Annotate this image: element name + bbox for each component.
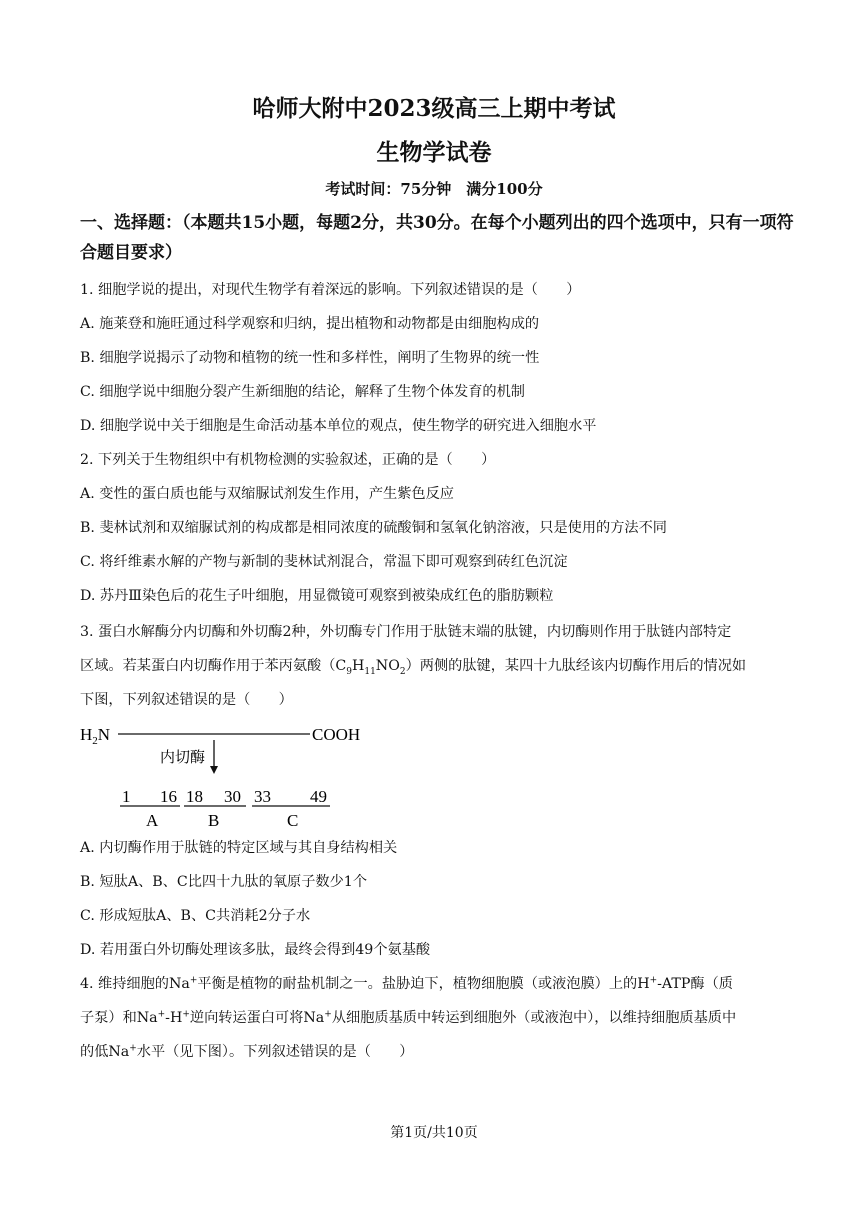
amino-terminus-label: $H_2N$ xyxy=(80,725,111,747)
residue-30: 30 xyxy=(224,787,241,806)
residue-49: 49 xyxy=(310,787,327,806)
q2-option-d: D. 苏丹Ⅲ染色后的花生子叶细胞，用显微镜可观察到被染成红色的脂肪颗粒 xyxy=(80,588,554,604)
q2-option-a: A. 变性的蛋白质也能与双缩脲试剂发生作用，产生紫色反应 xyxy=(80,486,454,502)
exam-title: 哈师大附中2023级高三上期中考试 xyxy=(252,95,616,122)
q3-option-d: D. 若用蛋白外切酶处理该多肽，最终会得到49个氨基酸 xyxy=(80,942,431,958)
q4-stem-line1: 4. 维持细胞的Na+平衡是植物的耐盐机制之一。盐胁迫下，植物细胞膜（或液泡膜）上的H+-ATP酶（质 xyxy=(80,975,733,992)
q3-stem-line1: 3. 蛋白水解酶分内切酶和外切酶2种，外切酶专门作用于肽链末端的肽键，内切酶则作用于肽链内部特定 xyxy=(80,624,732,640)
q3-option-a: A. 内切酶作用于肽链的特定区域与其自身结构相关 xyxy=(80,840,398,856)
exam-info: 考试时间：75分钟 满分100分 xyxy=(325,180,543,198)
residue-18: 18 xyxy=(186,787,203,806)
q2-option-c: C. 将纤维素水解的产物与新制的斐林试剂混合，常温下即可观察到砖红色沉淀 xyxy=(80,554,568,570)
residue-33: 33 xyxy=(254,787,271,806)
q4-stem-line3: 的低Na+水平（见下图）。下列叙述错误的是（ ） xyxy=(80,1043,414,1060)
fragment-a-label: A xyxy=(146,811,159,830)
q1-option-a: A. 施莱登和施旺通过科学观察和归纳，提出植物和动物都是由细胞构成的 xyxy=(80,316,540,332)
q1-stem: 1. 细胞学说的提出，对现代生物学有着深远的影响。下列叙述错误的是（ ） xyxy=(80,282,581,298)
fragment-b-label: B xyxy=(208,811,220,830)
q3-option-c: C. 形成短肽A、B、C共消耗2分子水 xyxy=(80,908,311,924)
residue-1: 1 xyxy=(122,787,131,806)
page-number: 第1页/共10页 xyxy=(390,1125,478,1141)
section-heading: 一、选择题：（本题共15小题，每题2分，共30分。在每个小题列出的四个选项中，只有一项符合题目要求） xyxy=(80,213,794,263)
q1-option-b: B. 细胞学说揭示了动物和植物的统一性和多样性，阐明了生物界的统一性 xyxy=(80,350,540,366)
fragment-c-label: C xyxy=(287,811,299,830)
q4-stem-line2: 子泵）和Na+-H+逆向转运蛋白可将Na+从细胞质基质中转运到细胞外（或液泡中），以维持细胞质基质中 xyxy=(80,1009,737,1026)
q1-option-c: C. 细胞学说中细胞分裂产生新细胞的结论，解释了生物个体发育的机制 xyxy=(80,384,525,400)
q2-stem: 2. 下列关于生物组织中有机物检测的实验叙述，正确的是（ ） xyxy=(80,452,496,468)
residue-16: 16 xyxy=(160,787,177,806)
subject-title: 生物学试卷 xyxy=(376,139,492,166)
enzyme-arrow-head xyxy=(210,766,218,774)
q3-option-b: B. 短肽A、B、C比四十九肽的氧原子数少1个 xyxy=(80,874,368,890)
peptide-cleavage-diagram xyxy=(80,718,400,838)
q1-option-d: D. 细胞学说中关于细胞是生命活动基本单位的观点，使生物学的研究进入细胞水平 xyxy=(80,418,597,434)
q3-stem-line3: 下图，下列叙述错误的是（ ） xyxy=(80,692,293,708)
q3-stem-line2: 区域。若某蛋白内切酶作用于苯丙氨酸$(C_9H_{11}NO_2)$两侧的肽键，某四十九肽经该内切酶作用后的情况如 xyxy=(80,658,747,677)
enzyme-label: 内切酶 xyxy=(160,748,206,766)
carboxyl-terminus-label: COOH xyxy=(312,725,361,744)
q2-option-b: B. 斐林试剂和双缩脲试剂的构成都是相同浓度的硫酸铜和氢氧化钠溶液，只是使用的方法不同 xyxy=(80,520,667,536)
